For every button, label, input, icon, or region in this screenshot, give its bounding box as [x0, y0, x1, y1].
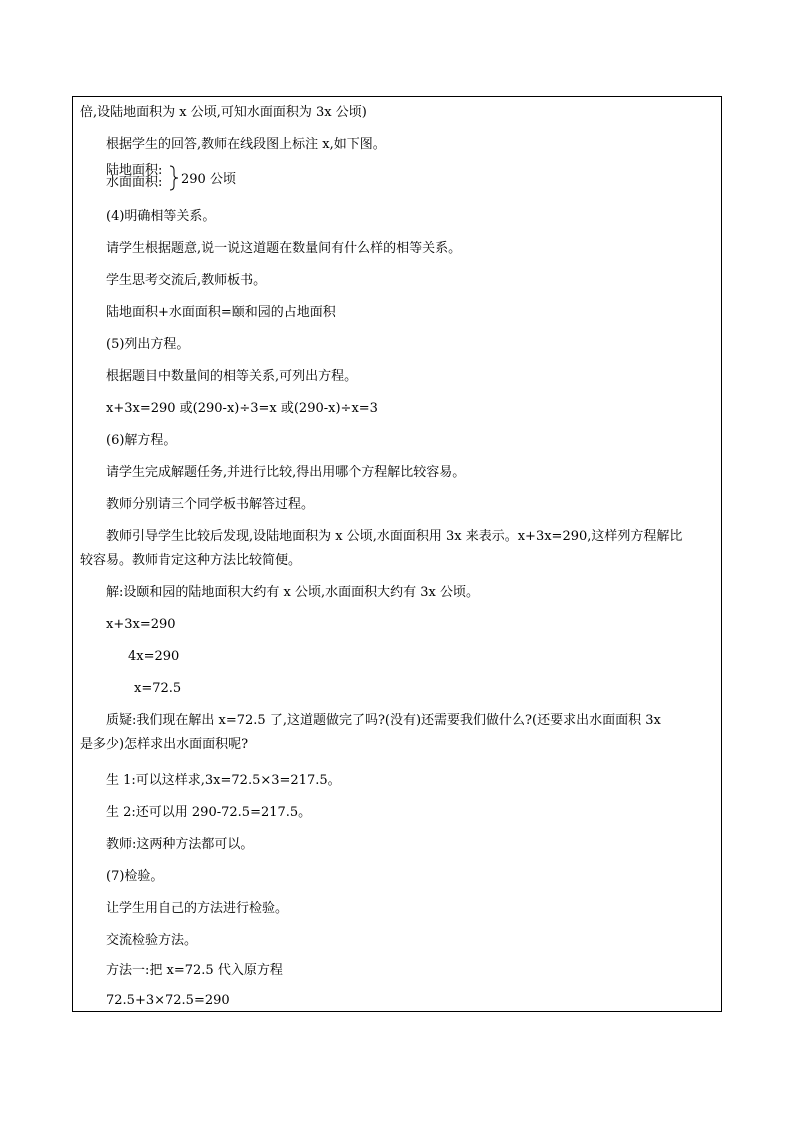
- text-line-1: 倍,设陆地面积为 x 公顷,可知水面面积为 3x 公顷): [80, 105, 367, 120]
- label-land-area: 陆地面积:: [106, 163, 163, 178]
- text-line-15: 解:设颐和园的陆地面积大约有 x 公顷,水面面积大约有 3x 公顷。: [106, 585, 479, 600]
- label-water-area: 水面面积:: [106, 175, 163, 190]
- segment-diagram: [106, 165, 266, 193]
- text-line-12: 教师分别请三个同学板书解答过程。: [106, 497, 315, 512]
- equation-line-2: 4x=290: [128, 649, 180, 664]
- right-brace-icon: [168, 165, 180, 191]
- text-line-20: 教师:这两种方法都可以。: [106, 837, 254, 852]
- text-line-21: (7)检验。: [106, 869, 164, 884]
- text-line-9: x+3x=290 或(290-x)÷3=x 或(290-x)÷x=3: [106, 401, 378, 416]
- text-line-11: 请学生完成解题任务,并进行比较,得出用哪个方程解比较容易。: [106, 465, 466, 480]
- text-line-13: 教师引导学生比较后发现,设陆地面积为 x 公顷,水面面积用 3x 来表示。x+3x=290,这样列方程解比: [106, 529, 683, 544]
- text-line-22: 让学生用自己的方法进行检验。: [106, 901, 289, 916]
- equation-line-4: 72.5+3×72.5=290: [106, 993, 230, 1008]
- equation-line-1: x+3x=290: [106, 617, 176, 632]
- text-line-19: 生 2:还可以用 290-72.5=217.5。: [106, 805, 312, 820]
- text-line-14: 较容易。教师肯定这种方法比较简便。: [80, 553, 302, 568]
- text-line-24: 方法一:把 x=72.5 代入原方程: [106, 963, 283, 978]
- text-line-17: 是多少)怎样求出水面面积呢?: [80, 737, 249, 752]
- total-area-label: 290 公顷: [181, 172, 236, 187]
- text-line-8: 根据题目中数量间的相等关系,可列出方程。: [106, 369, 358, 384]
- text-line-23: 交流检验方法。: [106, 933, 198, 948]
- text-line-6: 陆地面积+水面面积=颐和园的占地面积: [106, 305, 336, 320]
- text-line-7: (5)列出方程。: [106, 337, 190, 352]
- text-line-5: 学生思考交流后,教师板书。: [106, 273, 267, 288]
- text-line-4: 请学生根据题意,说一说这道题在数量间有什么样的相等关系。: [106, 241, 462, 256]
- text-line-18: 生 1:可以这样求,3x=72.5×3=217.5。: [106, 773, 341, 788]
- text-line-2: 根据学生的回答,教师在线段图上标注 x,如下图。: [106, 137, 386, 152]
- text-line-16: 质疑:我们现在解出 x=72.5 了,这道题做完了吗?(没有)还需要我们做什么?(还要求出水面面积 3x: [106, 713, 661, 728]
- diagram-labels: [106, 165, 162, 189]
- equation-line-3: x=72.5: [134, 681, 182, 696]
- text-line-10: (6)解方程。: [106, 433, 177, 448]
- text-line-3: (4)明确相等关系。: [106, 209, 216, 224]
